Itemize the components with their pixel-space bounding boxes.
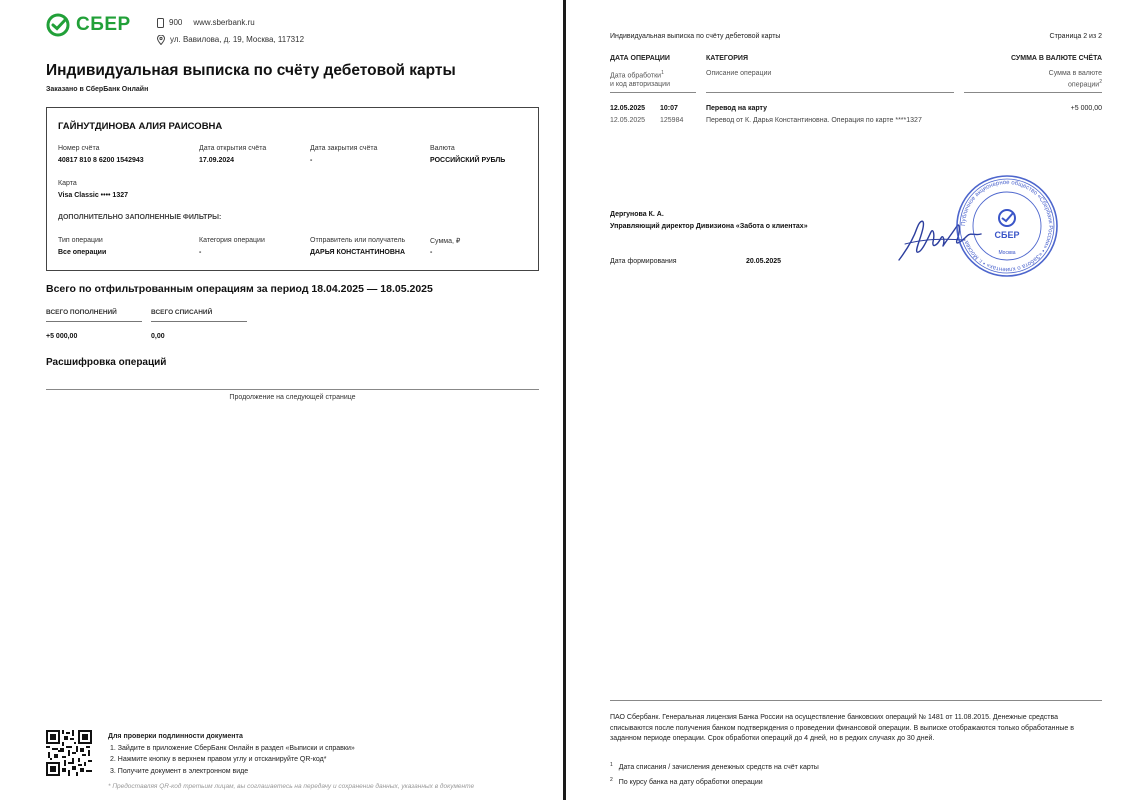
amount-filter-value: -: [430, 249, 433, 256]
operations-title: Расшифровка операций: [46, 357, 167, 368]
col-category-header: КАТЕГОРИЯ: [706, 55, 748, 62]
bank-license-note: ПАО Сбербанк. Генеральная лицензия Банка России на осуществление банковских операций № 1481 от 11.08.2015. Денежные средства списываются после получения банком подтверждения о проведении финансовой операции. В выписке отображаются только обработанные в заданном периоде операции. Срок обработки операций до 4 дней, но в редких случаях до 30 дней.: [610, 714, 1074, 742]
currency: РОССИЙСКИЙ РУБЛЬ: [430, 157, 506, 164]
verification-step-3: 3. Получите документ в электронном виде: [110, 767, 249, 775]
col-date-rule: [610, 92, 696, 93]
col-amount-header: СУММА В ВАЛЮТЕ СЧЁТА: [1010, 55, 1102, 62]
verification-step-2: 2. Нажмите кнопку в верхнем правом углу и отсканируйте QR-код*: [110, 756, 327, 763]
phone-icon: [157, 18, 164, 28]
address: ул. Вавилова, д. 19, Москва, 117312: [170, 35, 305, 44]
footnote-1-mark: 1: [610, 762, 613, 768]
open-date: 17.09.2024: [199, 157, 235, 164]
col-amount-sub-line-2: операции: [1068, 81, 1100, 89]
qr-disclaimer: * Предоставляя QR-код третьим лицам, вы соглашаетесь на передачу и сохранение данных, указанных в документе: [108, 783, 475, 790]
phone-number: 900: [169, 18, 183, 27]
close-date-label: Дата закрытия счёта: [310, 145, 378, 152]
currency-label: Валюта: [430, 145, 455, 152]
col-category-subheader: Описание операции: [706, 70, 772, 77]
party-label: Отправитель или получатель: [310, 237, 406, 244]
location-pin-icon: [157, 35, 165, 45]
expense-label: ВСЕГО СПИСАНИЙ: [151, 309, 247, 322]
op-auth-code: 125984: [660, 117, 684, 124]
category-label: Категория операции: [199, 237, 265, 244]
stamp-center-text: СБЕР: [994, 230, 1020, 240]
footer-divider: [610, 700, 1102, 701]
col-date-sub-line-1: Дата обработки: [610, 72, 662, 80]
op-type-label: Тип операции: [58, 237, 103, 244]
op-processed-date: 12.05.2025: [610, 117, 646, 124]
sber-logo: [46, 13, 131, 37]
verification-step-1: 1. Зайдите в приложение СберБанк Онлайн в раздел «Выписки и справки»: [110, 744, 355, 752]
company-stamp: [955, 174, 1059, 278]
signatory-name: Дергунова К. А.: [610, 211, 664, 218]
formed-date-label: Дата формирования: [610, 258, 677, 265]
amount-filter-label: Сумма, ₽: [430, 238, 461, 245]
col-date-subheader: Дата обработки$^1$ и код авторизации: [610, 70, 670, 89]
footnote-2-mark: 2: [610, 777, 613, 783]
category-value: -: [199, 249, 202, 256]
col-amount-rule: [964, 92, 1102, 93]
footnote-2: [610, 777, 763, 786]
footnote-1: [610, 762, 819, 771]
statement-title: Индивидуальная выписка по счёту дебетовой карты: [46, 62, 456, 79]
col-date-sub-line-2: и код авторизации: [610, 81, 670, 89]
stamp-city-text: Москва: [998, 250, 1016, 256]
account-holder: ГАЙНУТДИНОВА АЛИЯ РАИСОВНА: [58, 121, 223, 132]
qr-code[interactable]: [46, 730, 92, 776]
op-amount: +5 000,00: [1070, 105, 1102, 112]
sber-logo-icon: [46, 13, 70, 37]
signatory-title: Управляющий директор Дивизиона «Забота о клиентах»: [610, 223, 808, 230]
stamp-ring-text: Публичное акционерное общество «Сбербанк России» • «Забота о клиентах» • г. Москва: [960, 179, 1054, 273]
income-label: ВСЕГО ПОПОЛНЕНИЙ: [46, 309, 142, 322]
section-divider: [46, 389, 539, 390]
filters-title: ДОПОЛНИТЕЛЬНО ЗАПОЛНЕННЫЕ ФИЛЬТРЫ:: [58, 214, 222, 221]
ordered-via: Заказано в СберБанк Онлайн: [46, 86, 149, 93]
brand-name: СБЕР: [76, 14, 131, 35]
page-number: Страница 2 из 2: [1049, 33, 1102, 40]
continued-note: Продолжение на следующей странице: [229, 394, 356, 401]
col-date-header: ДАТА ОПЕРАЦИИ: [610, 55, 670, 62]
verification-instructions: [108, 731, 355, 777]
op-time: 10:07: [660, 105, 678, 112]
formed-date: 20.05.2025: [746, 258, 782, 265]
statement-page-1: [0, 0, 563, 800]
op-date: 12.05.2025: [610, 105, 646, 112]
account-number: 40817 810 8 6200 1542943: [58, 157, 144, 164]
footnote-2-text: По курсу банка на дату обработки операции: [618, 779, 763, 787]
party-value: ДАРЬЯ КОНСТАНТИНОВНА: [310, 249, 406, 256]
verification-title: Для проверки подлинности документа: [108, 733, 243, 740]
page2-header: Индивидуальная выписка по счёту дебетовой карты: [610, 33, 781, 40]
op-category: Перевод на карту: [706, 105, 768, 112]
col-amount-subheader: Сумма в валюте операции$^2$: [960, 69, 1102, 89]
account-number-label: Номер счёта: [58, 145, 100, 152]
col-amount-sub-line-1: Сумма в валюте: [1048, 70, 1102, 77]
open-date-label: Дата открытия счёта: [199, 145, 267, 152]
close-date: -: [310, 157, 313, 164]
period-title: Всего по отфильтрованным операциям за период 18.04.2025 — 18.05.2025: [46, 283, 433, 295]
op-description: Перевод от К. Дарья Константиновна. Операция по карте ****1327: [706, 117, 922, 124]
card-label: Карта: [58, 180, 77, 187]
card-name: Visa Classic •••• 1327: [58, 192, 128, 199]
income-total: +5 000,00: [46, 333, 78, 340]
website-link[interactable]: www.sberbank.ru: [193, 18, 255, 27]
contact-block: [157, 14, 304, 48]
col-category-rule: [706, 92, 954, 93]
op-type: Все операции: [58, 249, 107, 256]
expense-total: 0,00: [151, 333, 165, 340]
footnote-1-text: Дата списания / зачисления денежных средств на счёт карты: [618, 764, 819, 772]
